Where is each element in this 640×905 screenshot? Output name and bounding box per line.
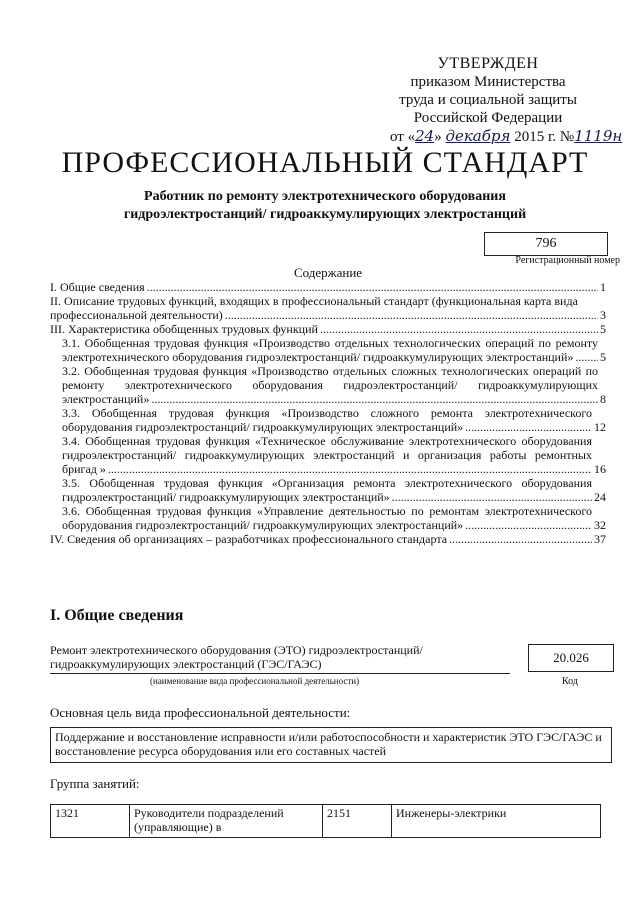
toc-entry-text: I. Общие сведения .....	[50, 280, 598, 294]
toc-entry-page: 16	[594, 462, 606, 476]
toc-entry-text: III. Характеристика обобщенных трудовых функций .....	[50, 322, 598, 336]
toc-entry[interactable]	[50, 504, 606, 532]
approval-header: УТВЕРЖДЕН	[437, 55, 539, 72]
toc-entry-page: 1	[600, 280, 606, 294]
group-code-cell: 1321	[51, 805, 130, 838]
toc-entry[interactable]	[50, 434, 606, 476]
occupation-group-table	[50, 804, 601, 838]
year-part: 2015 г. №	[510, 129, 575, 145]
document-title: ПРОФЕССИОНАЛЬНЫЙ СТАНДАРТ	[61, 146, 589, 179]
group-code-cell: 2151	[323, 805, 392, 838]
registration-number-box: 796	[484, 232, 608, 256]
date-prefix: от «	[390, 129, 416, 145]
toc-entry[interactable]	[50, 322, 606, 336]
document-subtitle	[60, 188, 590, 224]
toc-entry-page: 8	[600, 392, 606, 406]
toc-entry[interactable]	[50, 476, 606, 504]
goal-text: Поддержание и восстановление исправности и/или работоспособности и характеристик ЭТО ГЭС/ГАЭС и восстановление ресурса оборудования или его составных частей	[50, 727, 612, 763]
goal-label: Основная цель вида профессиональной деятельности:	[50, 705, 351, 720]
toc-entry-page: 12	[594, 420, 606, 434]
occupation-name: Ремонт электротехнического оборудования (ЭТО) гидроэлектростанций/ гидроаккумулирующих электростанций (ГЭС/ГАЭС)	[50, 643, 510, 674]
toc-entry-text: 3.6. Обобщенная трудовая функция «Управление деятельностью по ремонтам электротехнического оборудования гидроэлектростанций/ гидроаккумулирующих электростанций» .....	[62, 504, 592, 532]
toc-entry-text: 3.1. Обобщенная трудовая функция «Производство отдельных технологических операций по ремонту электротехнического оборудования гидроэлектростанций/ гидроаккумулирующих электростанций» .....	[62, 336, 598, 364]
toc-entry-page: 32	[594, 518, 606, 532]
toc-entry-page: 3	[600, 308, 606, 322]
handwritten-month: декабря	[445, 127, 511, 145]
toc-entry[interactable]	[50, 364, 606, 406]
toc-entry-page: 5	[600, 322, 606, 336]
table-of-contents	[50, 280, 606, 546]
toc-entry[interactable]	[50, 406, 606, 434]
toc-entry-text: 3.4. Обобщенная трудовая функция «Техническое обслуживание электротехнического оборудования гидроэлектростанций/ гидроаккумулирующих электростанций и организация работы ремонтных бригад » .....	[62, 434, 592, 476]
toc-entry-text: II. Описание трудовых функций, входящих в профессиональный стандарт (функциональная карта вида профессиональной деятельности) .....	[50, 294, 598, 322]
handwritten-number: 1119н	[574, 127, 623, 145]
toc-heading: Содержание	[293, 265, 363, 280]
subtitle-line-2: гидроэлектростанций/ гидроаккумулирующих электростанций	[123, 207, 527, 222]
section-title: I. Общие сведения	[50, 607, 184, 624]
occupation-code: 20.026	[528, 644, 614, 672]
approval-line-3: Российской Федерации	[413, 110, 563, 126]
registration-number-label: Регистрационный номер	[515, 255, 620, 266]
handwritten-day: 24	[415, 127, 435, 145]
toc-entry[interactable]	[50, 336, 606, 364]
date-separator: »	[434, 129, 446, 145]
group-label: Группа занятий:	[50, 776, 140, 791]
table-row	[51, 805, 601, 838]
toc-entry-text: 3.2. Обобщенная трудовая функция «Производство отдельных сложных технологических операций по ремонту электротехнического оборудования гидроэлектростанций/ гидроаккумулирующих электростанций» .....	[62, 364, 598, 406]
approval-line-1: приказом Министерства	[410, 74, 566, 90]
group-name-cell: Инженеры-электрики	[392, 805, 601, 838]
code-label: Код	[562, 676, 578, 687]
toc-entry-page: 37	[594, 532, 606, 546]
approval-block	[388, 55, 623, 146]
toc-entry-page: 24	[594, 490, 606, 504]
toc-entry-text: 3.5. Обобщенная трудовая функция «Организация ремонта электротехнического оборудования гидроэлектростанций/ гидроаккумулирующих электростанций» .....	[62, 476, 592, 504]
occupation-caption: (наименование вида профессиональной деятельности)	[150, 676, 360, 686]
toc-entry-text: 3.3. Обобщенная трудовая функция «Производство сложного ремонта электротехнического оборудования гидроэлектростанций/ гидроаккумулирующих электростанций» .....	[62, 406, 592, 434]
toc-entry[interactable]	[50, 294, 606, 322]
group-name-cell: Руководители подразделений (управляющие) в	[130, 805, 323, 838]
toc-entry[interactable]	[50, 532, 606, 546]
toc-entry[interactable]	[50, 280, 606, 294]
toc-entry-text: IV. Сведения об организациях – разработчиках профессионального стандарта .....	[50, 532, 592, 546]
toc-entry-page: 5	[600, 350, 606, 364]
approval-line-2: труда и социальной защиты	[399, 92, 577, 108]
approval-date-line	[388, 127, 623, 146]
subtitle-line-1: Работник по ремонту электротехнического оборудования	[144, 189, 506, 204]
